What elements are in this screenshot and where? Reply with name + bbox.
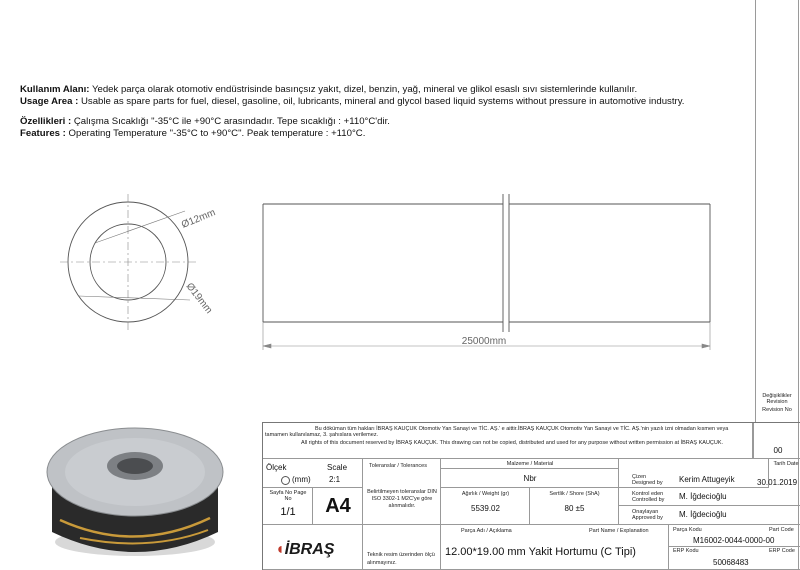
date-label: Tarih Date: [773, 461, 799, 467]
scale-en: Scale: [327, 463, 348, 472]
changes-label: Değişiklikler Revision: [762, 393, 792, 405]
copyright-en: All rights of this document reserved by İBRAŞ KAUÇUK. This drawing can not be copied, distributed and used for any purpose without written permission at İBRAŞ KAUÇUK.: [301, 440, 724, 446]
inner-dim-line: [95, 211, 185, 243]
approved-cell: [619, 506, 800, 525]
date-value: 30.01.2019: [757, 478, 798, 487]
note-text: Teknik resim üzerinden ölçü alınmayınız.: [367, 552, 435, 566]
part-code-tr: Parça Kodu: [673, 527, 702, 533]
outer-diameter-label: Ø19mm: [183, 281, 215, 316]
inner-diameter-label: Ø12mm: [180, 207, 218, 231]
dim-arrow-right: [702, 344, 710, 348]
ibras-logo: [275, 541, 334, 559]
weight-label: Ağırlık / Weight (gr): [461, 491, 510, 497]
erp-tr: ERP Kodu: [673, 548, 699, 554]
approved-by: M. İğdecioğlu: [679, 510, 727, 519]
revision-no: 00: [773, 446, 783, 455]
revision-header: [753, 393, 800, 423]
part-code-cell: [669, 525, 800, 547]
scale-value: 2:1: [329, 475, 341, 484]
product-photo: [40, 422, 230, 562]
paper-size-cell: [313, 488, 363, 525]
designed-by: Kerim Attugeyik: [679, 475, 735, 484]
length-label: 25000mm: [461, 336, 507, 347]
material-header-cell: [441, 459, 619, 469]
part-name: 12.00*19.00 mm Yakit Hortumu (C Tipi): [445, 546, 636, 558]
part-name-en: Part Name / Explanation: [589, 528, 649, 534]
copyright-tr: Bu döküman tüm hakları İBRAŞ KAUÇUK Otomotiv Yan Sanayi ve TİC. AŞ.' e aittir.İBRAŞ KAUÇUK Otomotiv Yan Sanayi ve TİC. AŞ.'nin yazılı izni olmadan kısmen veya tamamen kullanılamaz, 3. şahıslara verilemez.: [265, 426, 729, 438]
controlled-label: Kontrol eden Controlled by: [632, 491, 665, 503]
title-block: [262, 393, 800, 570]
part-name-tr: Parça Adı / Açıklama: [461, 528, 512, 534]
hardness-cell: [530, 488, 619, 525]
scale-cell: [263, 459, 363, 488]
usage-en-label: Usage Area :: [20, 96, 79, 107]
tolerances-cell: [363, 459, 441, 525]
weight-cell: [441, 488, 530, 525]
erp-cell: [669, 547, 800, 570]
erp-en: ERP Code: [769, 548, 795, 554]
paper-size: A4: [325, 495, 351, 517]
sheet-label: Sayfa No Page No: [269, 490, 307, 502]
side-view: [263, 194, 710, 332]
features-tr-text: Çalışma Sıcaklığı "-35°C ile +90°C arasındadır. Tepe sıcaklığı : +110°C'dir.: [71, 116, 390, 127]
approved-label: Onaylayan Approved by: [632, 509, 663, 521]
sheet-value: 1/1: [280, 506, 296, 518]
note-cell: [363, 525, 441, 570]
usage-en-text: Usable as spare parts for fuel, diesel, gasoline, oil, lubricants, mineral and glycol based liquid systems without pressure in automotive industry.: [78, 96, 685, 107]
features-tr-label: Özellikleri :: [20, 116, 72, 127]
weight-value: 5539.02: [471, 504, 500, 513]
dim-arrow-left: [263, 344, 271, 348]
tolerances-label: Toleranslar / Tolerances: [369, 463, 427, 469]
usage-tr-text: Yedek parça olarak otomotiv endüstrisinde basınçsız yakıt, dizel, benzin, yağ, mineral ve glikol esaslı sıvı sistemlerinde kullanılır.: [89, 84, 638, 95]
part-code-en: Part Code: [769, 527, 794, 533]
controlled-cell: [619, 488, 800, 506]
controlled-by: M. İğdecioğlu: [679, 492, 727, 501]
logo-text: İBRAŞ: [284, 541, 335, 558]
revision-no-label: Revision No: [762, 407, 792, 413]
cross-section-view: [60, 194, 196, 330]
unit-label: (mm): [292, 475, 311, 484]
scale-tr: Ölçek: [266, 463, 287, 472]
hardness-value: 80 ±5: [564, 504, 585, 513]
revision-cell: [753, 423, 800, 459]
designed-label: Çizen Designed by: [632, 474, 663, 486]
sheet-cell: [263, 488, 313, 525]
logo-cell: [263, 525, 363, 570]
part-name-cell: [441, 525, 669, 570]
copyright-cell: [263, 423, 753, 459]
tolerances-text: Belirtilmeyen toleranslar DIN ISO 3302-1 M2C'ye göre alınmalıdır.: [367, 489, 437, 509]
hardness-label: Sertlik / Shore (ShA): [549, 491, 600, 497]
usage-tr-label: Kullanım Alanı:: [20, 84, 90, 95]
spool-hole: [117, 458, 153, 474]
material-label: Malzeme / Material: [506, 461, 554, 467]
part-code: M16002-0044-0000-00: [693, 536, 775, 545]
features-en-text: Operating Temperature "-35°C to +90°C". Peak temperature : +110°C.: [65, 128, 366, 139]
unit-circle-icon: [281, 476, 290, 485]
material-value-cell: [441, 469, 619, 488]
erp-code: 50068483: [713, 558, 749, 567]
designed-cell: [619, 459, 769, 488]
material-value: Nbr: [523, 474, 537, 483]
logo-mark-icon: ◖: [275, 541, 285, 558]
features-en-label: Features :: [20, 128, 66, 139]
